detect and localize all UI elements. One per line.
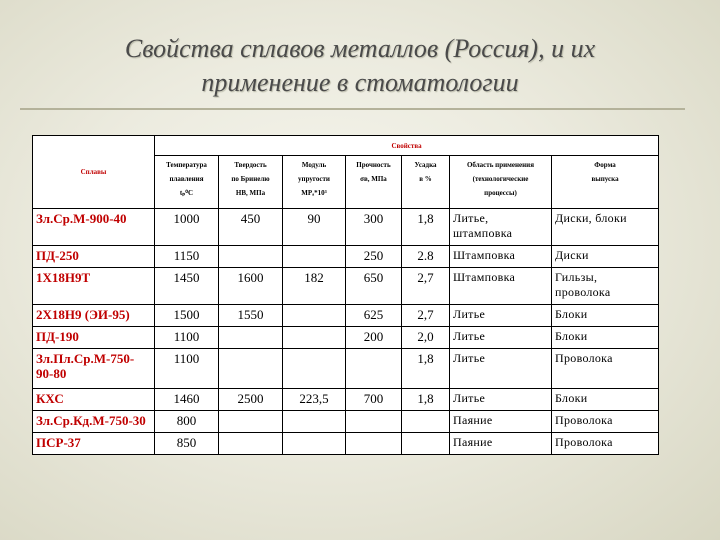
cell-process: Штамповка (450, 246, 552, 268)
cell-process: Литье (450, 305, 552, 327)
cell-modulus (283, 327, 346, 349)
cell-modulus (283, 305, 346, 327)
alloy-name: КХС (33, 389, 155, 411)
alloy-name: Зл.Ср.Кд.М-750-30 (33, 411, 155, 433)
cell-shrink: 2,7 (402, 305, 450, 327)
header-form: Форма выпуска (552, 156, 659, 209)
cell-hardness (219, 246, 283, 268)
cell-shrink: 2,7 (402, 268, 450, 305)
cell-modulus (283, 433, 346, 455)
alloy-name: Зл.Ср.М-900-40 (33, 209, 155, 246)
cell-shrink (402, 411, 450, 433)
cell-form: Блоки (552, 305, 659, 327)
cell-modulus: 90 (283, 209, 346, 246)
table-row (33, 327, 659, 349)
cell-hardness (219, 349, 283, 389)
cell-strength: 200 (346, 327, 402, 349)
cell-strength (346, 433, 402, 455)
cell-shrink (402, 433, 450, 455)
table-header-row-top (33, 136, 659, 156)
cell-strength (346, 349, 402, 389)
cell-hardness: 450 (219, 209, 283, 246)
cell-temp: 800 (155, 411, 219, 433)
cell-temp: 850 (155, 433, 219, 455)
header-application: Область применения (технологические процессы) (450, 156, 552, 209)
cell-temp: 1500 (155, 305, 219, 327)
cell-shrink: 1,8 (402, 209, 450, 246)
cell-form: Проволока (552, 411, 659, 433)
cell-hardness: 2500 (219, 389, 283, 411)
cell-form: Гильзы, проволока (552, 268, 659, 305)
header-alloys: Сплавы (33, 136, 155, 209)
header-melting-temp: Температура плавления tₚ⁰С (155, 156, 219, 209)
cell-process: Литье (450, 327, 552, 349)
slide-title (0, 32, 720, 100)
cell-temp: 1150 (155, 246, 219, 268)
cell-shrink: 1,8 (402, 389, 450, 411)
cell-hardness: 1600 (219, 268, 283, 305)
alloy-name: 1Х18Н9Т (33, 268, 155, 305)
cell-temp: 1100 (155, 349, 219, 389)
cell-hardness (219, 411, 283, 433)
cell-hardness (219, 327, 283, 349)
cell-process: Литье (450, 349, 552, 389)
cell-strength: 650 (346, 268, 402, 305)
header-modulus: Модуль упругости МРₐ*10³ (283, 156, 346, 209)
cell-strength: 700 (346, 389, 402, 411)
cell-process: Литье (450, 389, 552, 411)
cell-form: Проволока (552, 349, 659, 389)
cell-strength (346, 411, 402, 433)
cell-form: Диски (552, 246, 659, 268)
table-row (33, 389, 659, 411)
title-separator (20, 108, 685, 110)
table-row (33, 268, 659, 305)
header-shrinkage: Усадка в % (402, 156, 450, 209)
cell-temp: 1460 (155, 389, 219, 411)
cell-modulus: 182 (283, 268, 346, 305)
header-strength: Прочность σв, МПа (346, 156, 402, 209)
cell-modulus (283, 411, 346, 433)
cell-hardness (219, 433, 283, 455)
cell-shrink: 2.8 (402, 246, 450, 268)
alloy-name: ПСР-37 (33, 433, 155, 455)
cell-form: Блоки (552, 327, 659, 349)
table-row (33, 209, 659, 246)
cell-shrink: 1,8 (402, 349, 450, 389)
alloys-properties-table (32, 135, 659, 455)
alloy-name: ПД-250 (33, 246, 155, 268)
cell-form: Диски, блоки (552, 209, 659, 246)
alloy-name: ПД-190 (33, 327, 155, 349)
table-row (33, 349, 659, 389)
cell-strength: 250 (346, 246, 402, 268)
header-properties: Свойства (155, 136, 659, 156)
cell-modulus (283, 246, 346, 268)
alloy-name: 2Х18Н9 (ЭИ-95) (33, 305, 155, 327)
cell-process: Литье, штамповка (450, 209, 552, 246)
table-row (33, 246, 659, 268)
cell-strength: 300 (346, 209, 402, 246)
cell-modulus: 223,5 (283, 389, 346, 411)
cell-temp: 1100 (155, 327, 219, 349)
cell-hardness: 1550 (219, 305, 283, 327)
cell-temp: 1450 (155, 268, 219, 305)
cell-process: Паяние (450, 411, 552, 433)
table-row (33, 433, 659, 455)
cell-modulus (283, 349, 346, 389)
cell-temp: 1000 (155, 209, 219, 246)
header-hardness: Твердость по Бринелю HB, МПа (219, 156, 283, 209)
cell-shrink: 2,0 (402, 327, 450, 349)
cell-strength: 625 (346, 305, 402, 327)
title-line-1: Свойства сплавов металлов (Россия), и их (124, 34, 596, 63)
cell-form: Проволока (552, 433, 659, 455)
cell-form: Блоки (552, 389, 659, 411)
cell-process: Паяние (450, 433, 552, 455)
table-row (33, 411, 659, 433)
title-line-2: применение в стоматологии (201, 68, 519, 97)
table-row (33, 305, 659, 327)
alloy-name: Зл.Пл.Ср.М-750-90-80 (33, 349, 155, 389)
cell-process: Штамповка (450, 268, 552, 305)
